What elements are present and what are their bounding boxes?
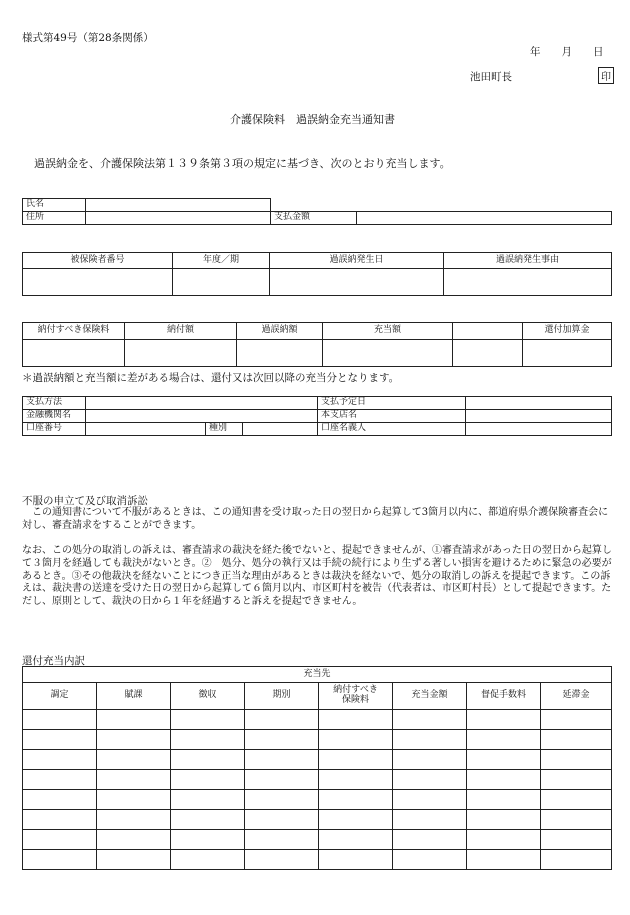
breakdown-cell	[245, 850, 319, 870]
bank-name-label: 金融機関名	[23, 410, 86, 423]
breakdown-cell	[97, 850, 171, 870]
breakdown-cell	[171, 710, 245, 730]
breakdown-cell	[97, 710, 171, 730]
breakdown-cell	[541, 850, 612, 870]
breakdown-cell	[97, 770, 171, 790]
amount-table	[22, 322, 612, 367]
address-value	[86, 212, 271, 225]
breakdown-cell	[97, 790, 171, 810]
breakdown-cell	[23, 710, 97, 730]
breakdown-cell	[319, 730, 393, 750]
breakdown-cell	[97, 730, 171, 750]
amount-note: ＊過誤納額と充当額に差がある場合は、還付又は次回以降の充当分となります。	[22, 372, 400, 384]
breakdown-column-header: 賦課	[97, 683, 171, 710]
breakdown-cell	[23, 790, 97, 810]
breakdown-row	[23, 770, 612, 790]
breakdown-cell	[393, 790, 467, 810]
amount-header: 納付額	[125, 323, 237, 340]
amount-header	[453, 323, 523, 340]
breakdown-column-header: 延滞金	[541, 683, 612, 710]
account-holder-label: 口座名義人	[318, 423, 466, 436]
insured-header: 被保険者番号	[23, 253, 173, 269]
issuer: 池田町長	[470, 71, 512, 83]
breakdown-cell	[541, 710, 612, 730]
breakdown-cell	[23, 810, 97, 830]
breakdown-cell	[467, 750, 541, 770]
breakdown-cell	[541, 750, 612, 770]
seal-mark: 印	[598, 67, 614, 84]
breakdown-cell	[319, 710, 393, 730]
breakdown-column-header: 納付すべき保険料	[319, 683, 393, 710]
breakdown-cell	[171, 850, 245, 870]
breakdown-cell	[245, 730, 319, 750]
breakdown-cell	[97, 810, 171, 830]
breakdown-cell	[467, 770, 541, 790]
breakdown-cell	[245, 830, 319, 850]
breakdown-row	[23, 750, 612, 770]
name-label: 氏名	[23, 199, 86, 212]
breakdown-cell	[171, 770, 245, 790]
scheduled-date-label: 支払予定日	[318, 397, 466, 410]
breakdown-group-header: 充当先	[23, 667, 612, 683]
breakdown-cell	[467, 710, 541, 730]
breakdown-cell	[319, 810, 393, 830]
payment-amount-value	[357, 212, 612, 225]
breakdown-cell	[319, 790, 393, 810]
breakdown-column-header: 期別	[245, 683, 319, 710]
breakdown-column-header: 充当金額	[393, 683, 467, 710]
appeal-paragraph-2: なお、この処分の取消しの訴えは、審査請求の裁決を経た後でないと、提起できませんが、①審査請求があった日の翌日から起算して３箇月を経過しても裁決がないとき。② 処分、処分の執行又は手続の続行により生ずる著しい損害を避けるために緊急の必要があるとき。③その他裁決を経ないことにつき正当な理由があるときは裁決を経ないで、処分の取消しの訴えを提起できます。この訴えは、裁決書の送達を受けた日の翌日から起算して６箇月以内、市区町村を被告（代表者は、市区町村長）として提起できます。ただし、原則として、裁決の日から１年を経過すると訴えを提起できません。	[22, 545, 612, 608]
breakdown-cell	[467, 810, 541, 830]
breakdown-cell	[171, 830, 245, 850]
amount-header: 過誤納額	[237, 323, 323, 340]
payment-method-label: 支払方法	[23, 397, 86, 410]
date-line: 年 月 日	[530, 46, 604, 58]
breakdown-cell	[245, 770, 319, 790]
breakdown-cell	[171, 810, 245, 830]
breakdown-cell	[171, 750, 245, 770]
breakdown-cell	[393, 710, 467, 730]
breakdown-column-header: 督促手数料	[467, 683, 541, 710]
address-label: 住所	[23, 212, 86, 225]
breakdown-cell	[97, 750, 171, 770]
bank-table	[22, 396, 612, 436]
breakdown-cell	[393, 770, 467, 790]
document-title: 介護保険料 過誤納金充当通知書	[230, 113, 395, 126]
insured-header: 年度／期	[173, 253, 270, 269]
breakdown-cell	[23, 770, 97, 790]
amount-header: 充当額	[323, 323, 453, 340]
breakdown-column-header: 調定	[23, 683, 97, 710]
breakdown-row	[23, 810, 612, 830]
breakdown-cell	[23, 730, 97, 750]
breakdown-cell	[467, 850, 541, 870]
form-number: 様式第49号（第28条関係）	[22, 32, 154, 44]
recipient-table	[22, 198, 612, 225]
breakdown-row	[23, 730, 612, 750]
insured-header: 過誤納発生事由	[444, 253, 612, 269]
breakdown-cell	[23, 750, 97, 770]
breakdown-row	[23, 710, 612, 730]
breakdown-cell	[393, 750, 467, 770]
breakdown-cell	[319, 750, 393, 770]
breakdown-cell	[23, 850, 97, 870]
breakdown-heading: 還付充当内訳	[22, 655, 85, 667]
breakdown-cell	[245, 810, 319, 830]
appeal-heading: 不服の申立て及び取消訴訟	[22, 495, 148, 507]
breakdown-cell	[541, 790, 612, 810]
breakdown-cell	[393, 850, 467, 870]
amount-header: 納付すべき保険料	[23, 323, 125, 340]
intro-text: 過誤納金を、介護保険法第１３９条第３項の規定に基づき、次のとおり充当します。	[34, 157, 451, 170]
breakdown-cell	[319, 830, 393, 850]
insured-table	[22, 252, 612, 296]
breakdown-cell	[393, 830, 467, 850]
breakdown-cell	[245, 710, 319, 730]
name-value	[86, 199, 271, 212]
breakdown-table	[22, 666, 612, 870]
breakdown-cell	[393, 810, 467, 830]
breakdown-cell	[245, 750, 319, 770]
breakdown-cell	[97, 830, 171, 850]
breakdown-cell	[541, 810, 612, 830]
breakdown-cell	[541, 730, 612, 750]
payment-amount-label: 支払金額	[271, 212, 357, 225]
insured-header: 過誤納発生日	[270, 253, 444, 269]
breakdown-cell	[541, 830, 612, 850]
account-number-label: 口座番号	[23, 423, 86, 436]
breakdown-row	[23, 830, 612, 850]
branch-name-label: 本支店名	[318, 410, 466, 423]
breakdown-cell	[23, 830, 97, 850]
breakdown-column-header: 徴収	[171, 683, 245, 710]
breakdown-row	[23, 850, 612, 870]
amount-header: 還付加算金	[523, 323, 612, 340]
breakdown-cell	[171, 730, 245, 750]
breakdown-cell	[393, 730, 467, 750]
appeal-paragraph-1: この通知書について不服があるときは、この通知書を受け取った日の翌日から起算して3箇月以内に、都道府県介護保険審査会に対し、審査請求をすることができます。	[22, 507, 609, 531]
account-type-label: 種別	[206, 423, 243, 436]
breakdown-cell	[467, 830, 541, 850]
breakdown-cell	[467, 730, 541, 750]
breakdown-cell	[319, 850, 393, 870]
breakdown-cell	[319, 770, 393, 790]
breakdown-cell	[171, 790, 245, 810]
breakdown-cell	[245, 790, 319, 810]
breakdown-cell	[541, 770, 612, 790]
breakdown-row	[23, 790, 612, 810]
breakdown-cell	[467, 790, 541, 810]
